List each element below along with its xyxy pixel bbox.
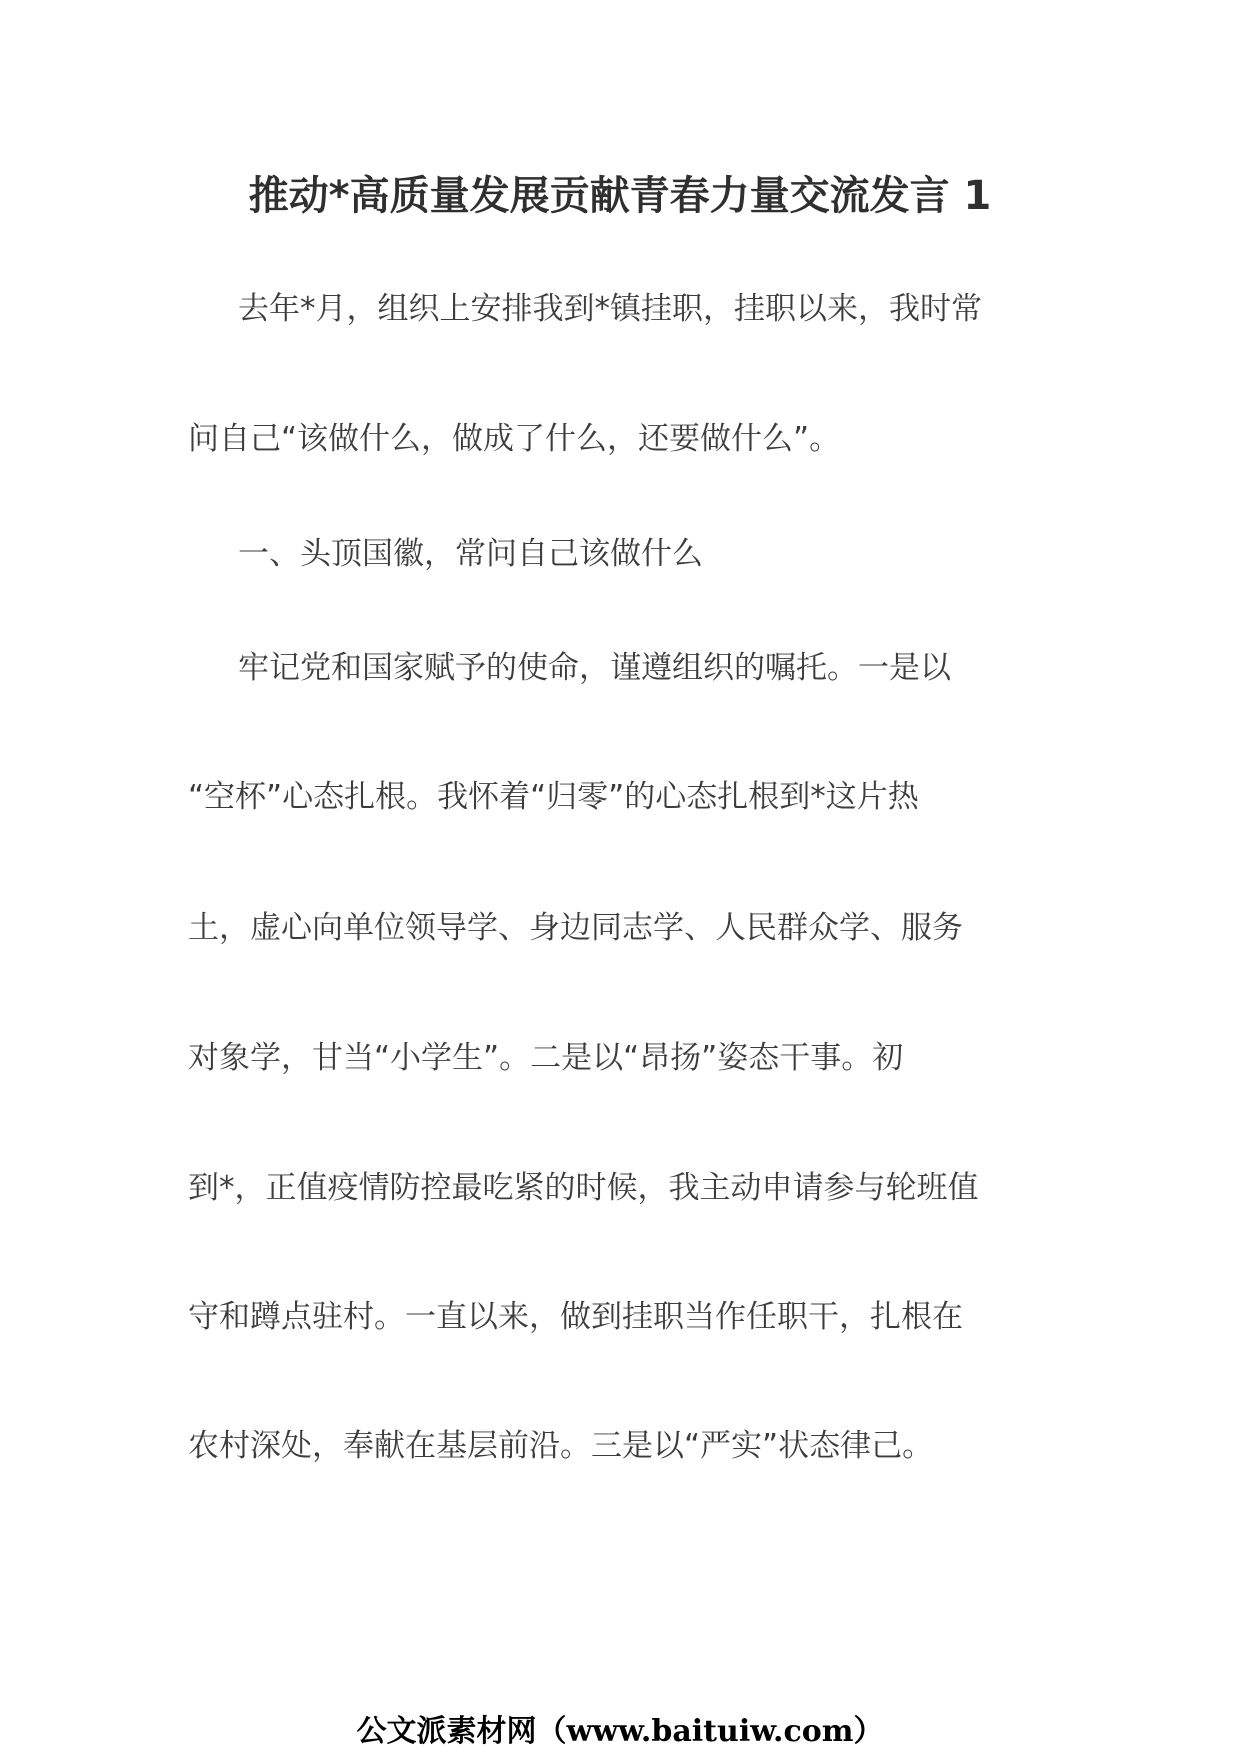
footer-watermark: 公文派素材网（www.baituiw.com） xyxy=(356,1714,884,1749)
paragraph-line: 牢记党和国家赋予的使命，谨遵组织的嘱托。一是以 xyxy=(238,650,951,686)
paragraph-line: 土，虚心向单位领导学、身边同志学、人民群众学、服务 xyxy=(188,910,963,946)
paragraph-line: 对象学，甘当“小学生”。二是以“昂扬”姿态干事。初 xyxy=(188,1040,904,1076)
paragraph-line: 问自己“该做什么，做成了什么，还要做什么”。 xyxy=(188,421,841,457)
paragraph-line: 去年*月，组织上安排我到*镇挂职，挂职以来，我时常 xyxy=(238,291,982,327)
paragraph-line: 到*，正值疫情防控最吃紧的时候，我主动申请参与轮班值 xyxy=(188,1170,979,1206)
paragraph-line: 守和蹲点驻村。一直以来，做到挂职当作任职干，扎根在 xyxy=(188,1299,963,1335)
paragraph-line: 农村深处，奉献在基层前沿。三是以“严实”状态律己。 xyxy=(188,1428,934,1464)
paragraph-line: “空杯”心态扎根。我怀着“归零”的心态扎根到*这片热 xyxy=(188,779,919,815)
section-heading: 一、头顶国徽，常问自己该做什么 xyxy=(238,536,703,572)
document-title: 推动*高质量发展贡献青春力量交流发言 1 xyxy=(248,173,992,219)
